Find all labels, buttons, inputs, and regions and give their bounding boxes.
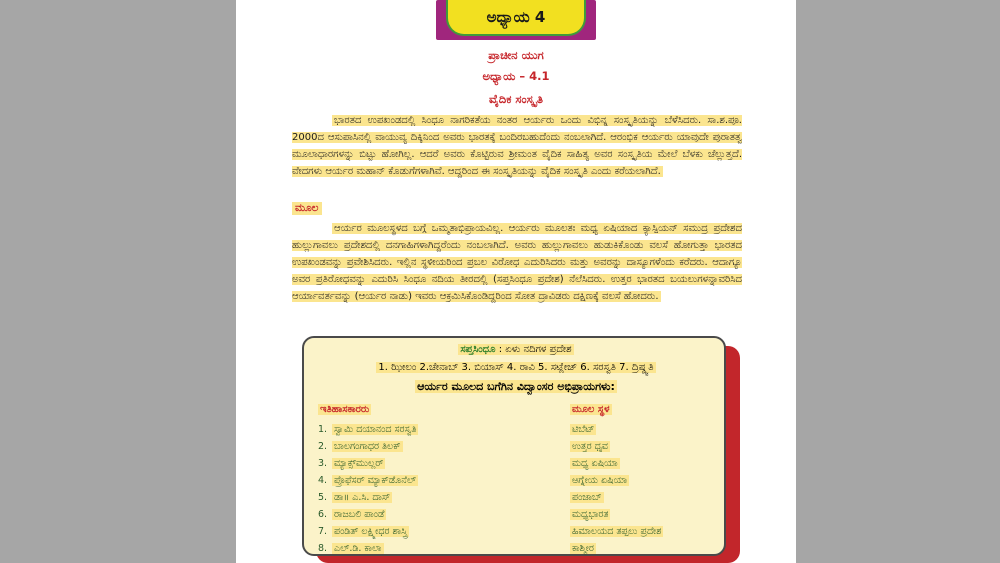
intro-paragraph <box>292 112 742 180</box>
intro-paragraph-text: ಭಾರತದ ಉಪಖಂಡದಲ್ಲಿ ಸಿಂಧೂ ನಾಗರಿಕತೆಯ ನಂತರ ಆರ್ಯರು ಒಂದು ವಿಭಿನ್ನ ಸಂಸ್ಕೃತಿಯನ್ನು ಬೆಳೆಸಿದರು. ಸಾ.ಶ.ಪೂ. 2000ದ ಆಸುಪಾಸಿನಲ್ಲಿ ವಾಯುವ್ಯ ದಿಕ್ಕಿನಿಂದ ಅವರು ಭಾರತಕ್ಕೆ ಬಂದಿರಬಹುದೆಂದು ನಂಬಲಾಗಿದೆ. ಆರಂಭಿಕ ಆರ್ಯರು ಯಾವುದೇ ಪುರಾತತ್ವ ಮೂಲಾಧಾರಗಳನ್ನು ಬಿಟ್ಟು ಹೋಗಿಲ್ಲ. ಆದರೆ ಅವರು ಕೊಟ್ಟಿರುವ ಶ್ರೀಮಂತ ವೈದಿಕ ಸಾಹಿತ್ಯ ಅವರ ಸಂಸ್ಕೃತಿಯ ಮೇಲೆ ಬೆಳಕು ಚೆಲ್ಲುತ್ತದೆ. ವೇದಗಳು ಆರ್ಯರ ಮಹಾನ್ ಕೊಡುಗೆಗಳಾಗಿವೆ. ಆದ್ದರಿಂದ ಈ ಸಂಸ್ಕೃತಿಯನ್ನು ವೈದಿಕ ಸಂಸ್ಕೃತಿ ಎಂದು ಕರೆಯಲಾಗಿದೆ. <box>292 115 742 177</box>
historians-column-header: ಇತಿಹಾಸಕಾರರು <box>320 404 370 415</box>
list-item: ಪಂಜಾಬ್ <box>572 492 602 503</box>
list-item: ಕಾಶ್ಮೀರ <box>572 543 594 554</box>
origin-column-header: ಮೂಲ ಸ್ಥಳ <box>572 404 610 415</box>
origins-list <box>570 422 663 558</box>
list-item: ಆಗ್ನೇಯ ಏಷಿಯಾ <box>572 475 628 486</box>
list-item: ಮಧ್ಯಭಾರತ <box>572 509 609 520</box>
list-item: 2. ಬಾಲಗಂಗಾಧರ ತಿಲಕ್ <box>318 441 401 452</box>
list-item: ಟಿಬೆಟ್ <box>572 424 595 435</box>
textbook-page <box>236 0 796 563</box>
banner-label: ಅಧ್ಯಾಯ 4 <box>446 0 586 36</box>
origin-paragraph-text: ಆರ್ಯರ ಮೂಲಸ್ಥಳದ ಬಗ್ಗೆ ಒಮ್ಮತಾಭಿಪ್ರಾಯವಿಲ್ಲ. ಆರ್ಯರು ಮೂಲತಃ ಮಧ್ಯ ಏಷಿಯಾದ ಕ್ಯಾಸ್ಪಿಯನ್ ಸಮುದ್ರ ಪ್ರದೇಶದ ಹುಲ್ಲುಗಾವಲು ಪ್ರದೇಶದಲ್ಲಿ ದನಗಾಹಿಗಳಾಗಿದ್ದರೆಂದು ನಂಬಲಾಗಿದೆ. ಅವರು ಹುಲ್ಲುಗಾವಲು ಹುಡುಕಿಕೊಂಡು ವಲಸೆ ಹೋಗುತ್ತಾ ಭಾರತದ ಉಪಖಂಡವನ್ನು ಪ್ರವೇಶಿಸಿದರು. ಇಲ್ಲಿನ ಸ್ಥಳೀಯರಿಂದ ಪ್ರಬಲ ವಿರೋಧ ಎದುರಿಸಿದರು ಮತ್ತು ಅವರನ್ನು ದಾಸ್ಯೂಗಳೆಂದು ಕರೆದರು. ಆದಾಗ್ಯೂ ಅವರ ಪ್ರತಿರೋಧವನ್ನು ಎದುರಿಸಿ ಸಿಂಧೂ ನದಿಯ ತೀರದಲ್ಲಿ (ಸಪ್ತಸಿಂಧೂ ಪ್ರದೇಶ) ನೆಲೆಸಿದರು. ಉತ್ತರ ಭಾರತದ ಬಯಲುಗಳನ್ನಾವರಿಸಿದ ಆರ್ಯಾವರ್ತವನ್ನು (ಆರ್ಯರ ನಾಡು) ಇವರು ಆಕ್ರಮಿಸಿಕೊಂಡಿದ್ದರಿಂದ ಸೋತ ದ್ರಾವಿಡರು ದಕ್ಷಿಣಕ್ಕೆ ವಲಸೆ ಹೋದರು. <box>292 223 742 302</box>
rivers-list: 1. ಝೀಲಂ 2.ಚೇನಾಬ್ 3. ಬಿಯಾಸ್ 4. ರಾವಿ 5. ಸಟ್ಲೇಜ್ 6. ಸರಸ್ವತಿ 7. ದ್ರಿಷ್ಡ್ವತಿ <box>378 362 654 373</box>
chapter-title: ವೈದಿಕ ಸಂಸ್ಕೃತಿ <box>488 92 544 106</box>
historians-list <box>318 422 418 558</box>
list-item: 5. ಡಾ॥ ಎ.ಸಿ. ದಾಸ್ <box>318 492 391 503</box>
origin-heading: ಮೂಲ <box>292 202 322 215</box>
list-item: 4. ಪ್ರೊಫೆಸರ್ ಮ್ಯಾಕ್‌ಡೊನೆಲ್ <box>318 475 417 486</box>
sapta-sindhu-desc: : ಏಳು ನದಿಗಳ ಪ್ರದೇಶ <box>498 344 572 355</box>
sapta-sindhu-label: ಸಪ್ತಸಿಂಧೂ <box>460 344 496 355</box>
list-item: ಹಿಮಾಲಯದ ತಪ್ಪಲು ಪ್ರದೇಶ <box>572 526 662 537</box>
origin-paragraph <box>292 220 742 305</box>
list-item: 6. ರಾಜಬಲಿ ಪಾಂಡೆ <box>318 509 385 520</box>
rivers-row <box>304 362 728 373</box>
list-item: 3. ಮ್ಯಾಕ್ಸ್‌ಮುಲ್ಲರ್ <box>318 458 384 469</box>
list-item: ಉತ್ತರ ಧೃವ <box>572 441 609 452</box>
list-item: ಮಧ್ಯ ಏಷಿಯಾ <box>572 458 618 469</box>
sapta-sindhu-row <box>304 344 728 355</box>
chapter-number: ಅಧ್ಯಾಯ – 4.1 <box>482 69 550 83</box>
scholars-heading-row <box>304 380 728 394</box>
scholars-heading: ಆರ್ಯರ ಮೂಲದ ಬಗೆಗಿನ ವಿದ್ವಾಂಸರ ಅಭಿಪ್ರಾಯಗಳು: <box>417 380 615 393</box>
list-item: 8. ಎಲ್.ಡಿ. ಕಾಲಾ <box>318 543 382 554</box>
list-item: 7. ಪಂಡಿತ್ ಲಕ್ಷ್ಮೀಧರ ಶಾಸ್ತ್ರಿ <box>318 526 408 537</box>
info-box <box>302 336 726 556</box>
era-heading: ಪ್ರಾಚೀನ ಯುಗ <box>488 48 544 62</box>
list-item: 1. ಸ್ವಾಮಿ ದಯಾನಂದ ಸರಸ್ವತಿ <box>318 424 417 435</box>
chapter-banner <box>436 0 596 44</box>
